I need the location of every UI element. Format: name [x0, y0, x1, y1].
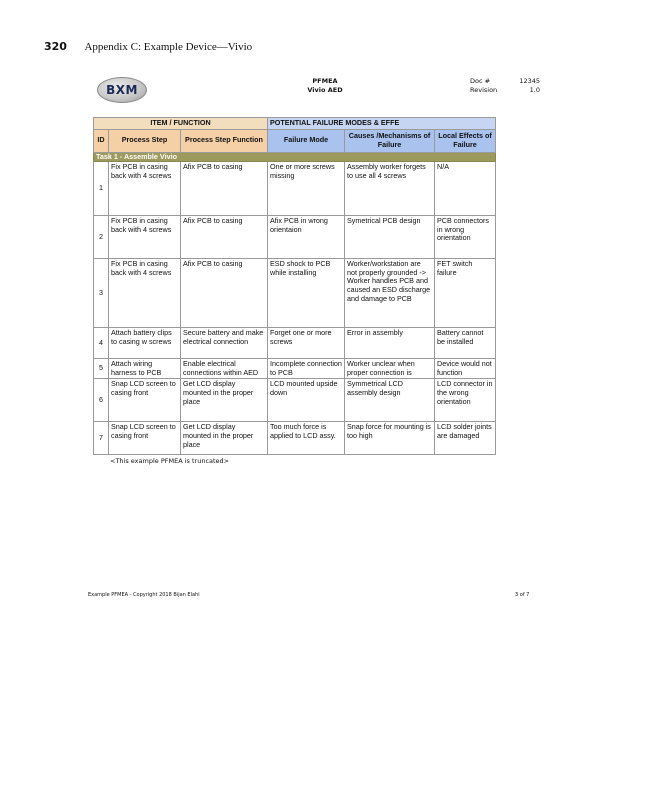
cause-cell: Assembly worker forgets to use all 4 screws [345, 162, 435, 216]
process-step-cell: Attach wiring harness to PCB [109, 359, 181, 379]
failure-mode-cell: Too much force is applied to LCD assy. [268, 422, 345, 455]
row-id: 6 [94, 379, 109, 422]
revision-label: Revision [470, 86, 498, 94]
column-header-process-step-function: Process Step Function [181, 129, 268, 152]
process-step-cell: Fix PCB in casing back with 4 screws [109, 162, 181, 216]
page-number: 320 [44, 40, 67, 53]
effect-cell: FET switch failure [435, 259, 496, 328]
column-header-failure-mode: Failure Mode [268, 129, 345, 152]
logo-text: BXM [106, 83, 138, 97]
function-cell: Afix PCB to casing [181, 162, 268, 216]
chapter-title: Appendix C: Example Device—Vivio [84, 41, 253, 53]
cause-cell: Snap force for mounting is too high [345, 422, 435, 455]
cause-cell: Symmetrical LCD assembly design [345, 379, 435, 422]
task-label: Task 1 - Assemble Vivio [94, 152, 496, 162]
column-header-process-step: Process Step [109, 129, 181, 152]
row-id: 5 [94, 359, 109, 379]
effect-cell: Battery cannot be installed [435, 328, 496, 359]
function-cell: Get LCD display mounted in the proper place [181, 379, 268, 422]
failure-mode-cell: Forget one or more screws [268, 328, 345, 359]
row-id: 4 [94, 328, 109, 359]
function-cell: Afix PCB to casing [181, 216, 268, 259]
cause-cell: Symetrical PCB design [345, 216, 435, 259]
page-header [44, 40, 252, 53]
failure-mode-cell: LCD mounted upside down [268, 379, 345, 422]
effect-cell: Device would not function [435, 359, 496, 379]
function-cell: Enable electrical connections within AED [181, 359, 268, 379]
group-header-failure-modes: POTENTIAL FAILURE MODES & EFFE [268, 118, 496, 130]
doc-number-label: Doc # [470, 77, 491, 85]
table-row [94, 379, 496, 422]
function-cell: Get LCD display mounted in the proper place [181, 422, 268, 455]
process-step-cell: Snap LCD screen to casing front [109, 379, 181, 422]
process-step-cell: Snap LCD screen to casing front [109, 422, 181, 455]
document-meta [470, 77, 540, 95]
failure-mode-cell: Afix PCB in wrong orientaion [268, 216, 345, 259]
row-id: 7 [94, 422, 109, 455]
process-step-cell: Fix PCB in casing back with 4 screws [109, 216, 181, 259]
row-id: 2 [94, 216, 109, 259]
table-row [94, 359, 496, 379]
table-row [94, 259, 496, 328]
column-header-causes: Causes /Mechanisms of Failure [345, 129, 435, 152]
footer-page-count: 3 of 7 [515, 592, 530, 598]
effect-cell: LCD solder joints are damaged [435, 422, 496, 455]
group-header-item-function: ITEM / FUNCTION [94, 118, 268, 130]
cause-cell: Worker/workstation are not properly grounded -> Worker handles PCB and caused an ESD discharge and damage to PCB [345, 259, 435, 328]
table-row [94, 328, 496, 359]
effect-cell: PCB connectors in wrong orientation [435, 216, 496, 259]
cause-cell: Error in assembly [345, 328, 435, 359]
document-title-line2: Vivio AED [307, 86, 343, 94]
footer-copyright: Example PFMEA - Copyright 2018 Bijan Elahi [88, 592, 200, 598]
truncated-note: <This example PFMEA is truncated> [110, 457, 230, 465]
row-id: 1 [94, 162, 109, 216]
failure-mode-cell: ESD shock to PCB while installing [268, 259, 345, 328]
cause-cell: Worker unclear when proper connection is [345, 359, 435, 379]
table-row [94, 422, 496, 455]
effect-cell: LCD connector in the wrong orientation [435, 379, 496, 422]
failure-mode-cell: Incomplete connection to PCB [268, 359, 345, 379]
document-title-line1: PFMEA [312, 77, 338, 85]
row-id: 3 [94, 259, 109, 328]
process-step-cell: Attach battery clips to casing w screws [109, 328, 181, 359]
document-title [270, 77, 380, 95]
table-row [94, 162, 496, 216]
pfmea-table [93, 117, 496, 455]
column-header-local-effects: Local Effects of Failure [435, 129, 496, 152]
process-step-cell: Fix PCB in casing back with 4 screws [109, 259, 181, 328]
failure-mode-cell: One or more screws missing [268, 162, 345, 216]
revision-value: 1.0 [529, 86, 540, 94]
function-cell: Afix PCB to casing [181, 259, 268, 328]
column-header-id: ID [94, 129, 109, 152]
function-cell: Secure battery and make electrical connection [181, 328, 268, 359]
company-logo [97, 77, 147, 103]
effect-cell: N/A [435, 162, 496, 216]
table-row [94, 216, 496, 259]
doc-number-value: 12345 [519, 77, 540, 85]
